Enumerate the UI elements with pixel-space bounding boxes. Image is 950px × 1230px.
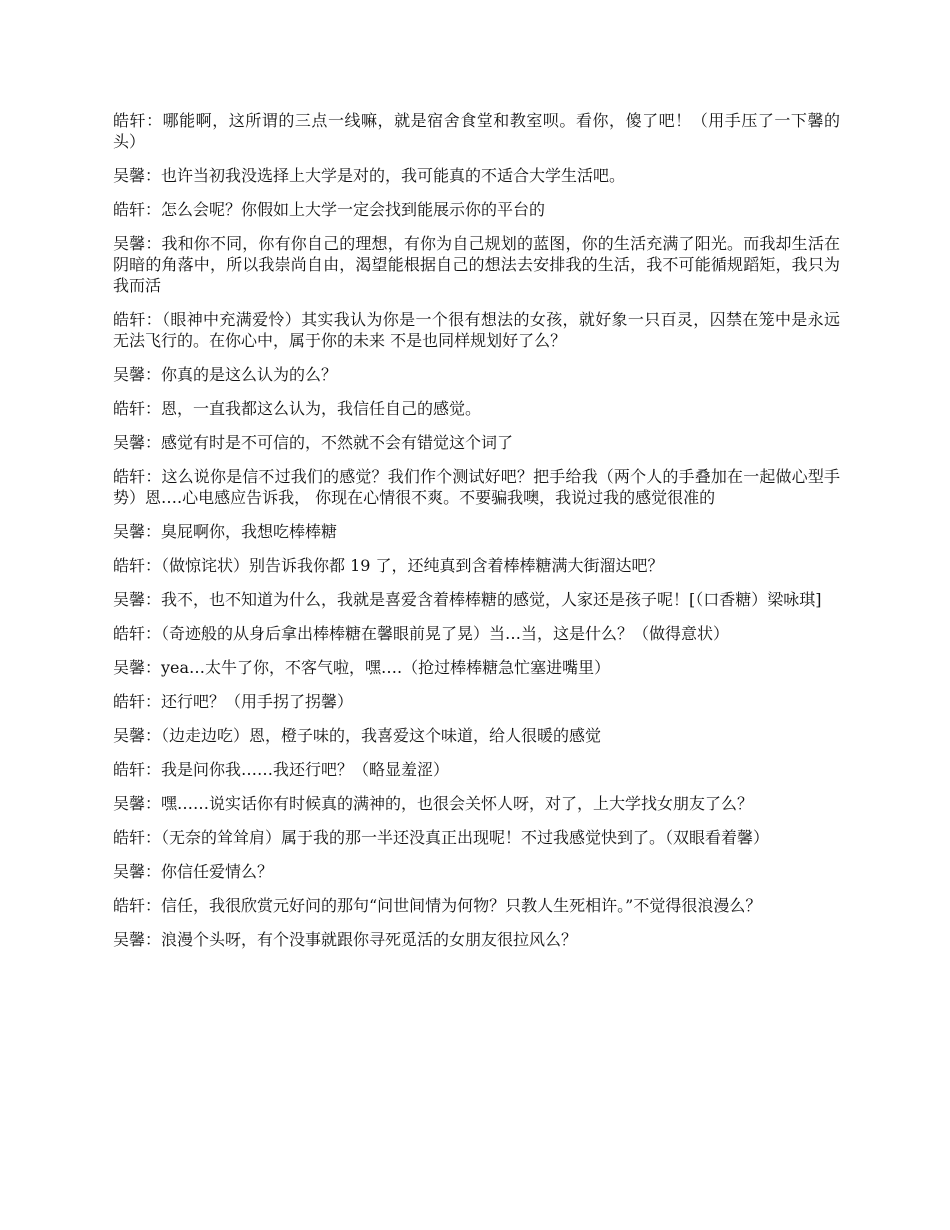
dialogue-line: 皓轩：信任，我很欣赏元好问的那句“问世间情为何物？只教人生死相许。”不觉得很浪漫么？: [113, 896, 762, 915]
dialogue-line: 吴馨：你信任爱情么？: [113, 862, 274, 881]
dialogue-line: 皓轩：怎么会呢？你假如上大学一定会找到能展示你的平台的: [113, 200, 546, 219]
dialogue-line: 皓轩：（奇迹般的从身后拿出棒棒糖在馨眼前晃了晃）当…当，这是什么？（做得意状）: [113, 624, 730, 643]
dialogue-line: 吴馨：你真的是这么认为的么？: [113, 365, 338, 384]
dialogue-line: 吴馨：也许当初我没选择上大学是对的，我可能真的不适合大学生活吧。: [113, 166, 626, 185]
dialogue-line: 皓轩：（无奈的耸耸肩）属于我的那一半还没真正出现呢！不过我感觉快到了。（双眼看着馨）: [113, 828, 770, 847]
dialogue-line: 皓轩：哪能啊，这所谓的三点一线嘛，就是宿舍食堂和教室呗。看你，傻了吧！（用手压了一下馨的头）: [113, 111, 840, 151]
dialogue-line: 吴馨：（边走边吃）恩，橙子味的，我喜爱这个味道，给人很暖的感觉: [113, 726, 602, 745]
dialogue-line: 皓轩：这么说你是信不过我们的感觉？我们作个测试好吧？把手给我（两个人的手叠加在一起做心型手势）恩….心电感应告诉我， 你现在心情很不爽。不要骗我噢，我说过我的感觉很准的: [113, 467, 840, 507]
dialogue-line: 皓轩：恩，一直我都这么认为，我信任自己的感觉。: [113, 399, 482, 418]
dialogue-line: 吴馨：臭屁啊你，我想吃棒棒糖: [113, 522, 338, 541]
document-body: [113, 110, 840, 963]
dialogue-line: 吴馨：浪漫个头呀，有个没事就跟你寻死觅活的女朋友很拉风么？: [113, 930, 578, 949]
dialogue-line: 皓轩：还行吧？（用手拐了拐馨）: [113, 692, 354, 711]
dialogue-line: 吴馨：我不，也不知道为什么，我就是喜爱含着棒棒糖的感觉，人家还是孩子呢！[（口香糖）梁咏琪]: [113, 590, 822, 609]
dialogue-line: 吴馨：我和你不同，你有你自己的理想，有你为自己规划的蓝图，你的生活充满了阳光。而我却生活在阴暗的角落中，所以我崇尚自由，渴望能根据自己的想法去安排我的生活，我不可能循规蹈矩，我只为我而活: [113, 234, 840, 295]
dialogue-line: 吴馨：嘿……说实话你有时候真的满神的，也很会关怀人呀，对了，上大学找女朋友了么？: [113, 794, 754, 813]
dialogue-line: 吴馨：yea…太牛了你，不客气啦，嘿….（抢过棒棒糖急忙塞进嘴里）: [113, 658, 611, 677]
dialogue-line: 皓轩：我是问你我……我还行吧？（略显羞涩）: [113, 760, 450, 779]
dialogue-line: 皓轩：（眼神中充满爱怜）其实我认为你是一个很有想法的女孩，就好象一只百灵，囚禁在笼中是永远无法飞行的。在你心中，属于你的未来 不是也同样规划好了么？: [113, 310, 840, 350]
dialogue-line: 皓轩：（做惊诧状）别告诉我你都 19 了，还纯真到含着棒棒糖满大街溜达吧？: [113, 556, 664, 575]
dialogue-line: 吴馨：感觉有时是不可信的，不然就不会有错觉这个词了: [113, 433, 514, 452]
